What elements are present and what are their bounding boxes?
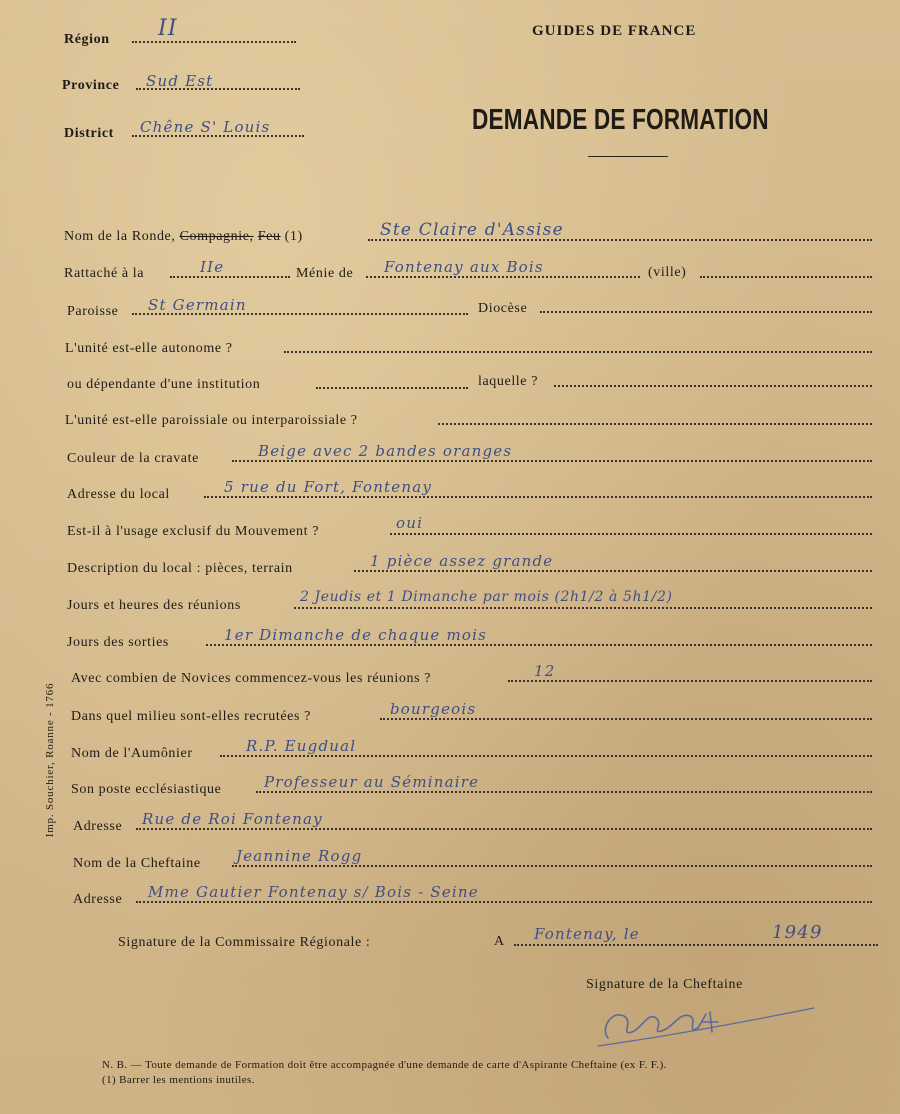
sig-commissaire-label: Signature de la Commissaire Régionale : — [118, 935, 371, 950]
cravate-value: Beige avec 2 bandes oranges — [258, 442, 513, 460]
org-name: GUIDES DE FRANCE — [532, 23, 697, 39]
exclusif-dots — [390, 533, 872, 535]
title-rule — [588, 156, 668, 157]
cheftaine-value: Jeannine Rogg — [236, 847, 363, 865]
adresse-local-dots — [204, 496, 872, 498]
aumonier-value: R.P. Eugdual — [246, 737, 357, 755]
adresse-local-value: 5 rue du Fort, Fontenay — [224, 478, 433, 496]
dependante-dots — [316, 387, 468, 389]
ville-label: (ville) — [648, 265, 687, 280]
year-value: 1949 — [772, 922, 823, 943]
sig-cheftaine-label: Signature de la Cheftaine — [586, 977, 743, 992]
paroissiale-label: L'unité est-elle paroissiale ou interparoissiale ? — [65, 413, 358, 428]
sorties-dots — [206, 644, 872, 646]
diocese-label: Diocèse — [478, 301, 528, 316]
adresse1-label: Adresse — [73, 819, 123, 834]
district-value: Chêne S' Louis — [140, 118, 271, 136]
dependante-label: ou dépendante d'une institution — [67, 377, 261, 392]
poste-dots — [256, 791, 872, 793]
adresse2-value: Mme Gautier Fontenay s/ Bois - Seine — [148, 883, 479, 901]
adresse2-dots — [136, 901, 872, 903]
province-label: Province — [62, 78, 120, 93]
adresse1-value: Rue de Roi Fontenay — [142, 810, 323, 828]
poste-label: Son poste ecclésiastique — [71, 782, 222, 797]
region-value: II — [158, 16, 178, 41]
adresse-local-label: Adresse du local — [67, 487, 170, 502]
a-value: Fontenay, le — [534, 925, 640, 943]
laquelle-dots — [554, 385, 872, 387]
autonome-label: L'unité est-elle autonome ? — [65, 341, 233, 356]
region-label: Région — [64, 32, 110, 47]
description-dots — [354, 570, 872, 572]
jours-dots — [294, 607, 872, 609]
description-label: Description du local : pièces, terrain — [67, 561, 293, 576]
poste-value: Professeur au Séminaire — [264, 773, 480, 791]
cravate-dots — [232, 460, 872, 462]
paroissiale-dots — [438, 423, 872, 425]
ville-dots — [700, 276, 872, 278]
province-value: Sud Est — [146, 72, 214, 90]
jours-label: Jours et heures des réunions — [67, 598, 241, 613]
printer-imprint: Imp. Souchier, Roanne - 1766 — [44, 682, 56, 838]
novices-label: Avec combien de Novices commencez-vous les réunions ? — [71, 671, 432, 686]
cheftaine-dots — [232, 865, 872, 867]
a-label: A — [494, 934, 505, 949]
diocese-dots — [540, 311, 872, 313]
laquelle-label: laquelle ? — [478, 374, 539, 389]
aumonier-label: Nom de l'Aumônier — [71, 746, 193, 761]
milieu-value: bourgeois — [390, 700, 477, 718]
milieu-label: Dans quel milieu sont-elles recrutées ? — [71, 709, 311, 724]
exclusif-value: oui — [396, 514, 424, 532]
rattache-label: Rattaché à la — [64, 266, 145, 281]
exclusif-label: Est-il à l'usage exclusif du Mouvement ? — [67, 524, 320, 539]
rattache-value: IIe — [200, 258, 225, 276]
paroisse-label: Paroisse — [67, 304, 119, 319]
sorties-label: Jours des sorties — [67, 635, 169, 650]
menie-dots — [366, 276, 640, 278]
nom-label: Nom de la Ronde, Compagnie, Feu (1) — [64, 229, 303, 244]
nb-note: N. B. — Toute demande de Formation doit être accompagnée d'une demande de carte d'Aspirante Cheftaine (ex F. F.). — [102, 1059, 667, 1071]
rattache-dots — [170, 276, 290, 278]
novices-dots — [508, 680, 872, 682]
autonome-dots — [284, 351, 872, 353]
adresse1-dots — [136, 828, 872, 830]
signature-scribble — [594, 998, 818, 1050]
district-label: District — [64, 126, 114, 141]
barrer-note: (1) Barrer les mentions inutiles. — [102, 1074, 255, 1086]
cravate-label: Couleur de la cravate — [67, 451, 199, 466]
page-title: DEMANDE DE FORMATION — [472, 104, 769, 136]
region-dots — [132, 41, 296, 43]
menie-label: Ménie de — [296, 266, 354, 281]
cheftaine-label: Nom de la Cheftaine — [73, 856, 201, 871]
description-value: 1 pièce assez grande — [370, 552, 554, 570]
novices-value: 12 — [534, 662, 556, 680]
a-dots — [514, 944, 878, 946]
aumonier-dots — [220, 755, 872, 757]
menie-value: Fontenay aux Bois — [384, 258, 544, 276]
jours-value: 2 Jeudis et 1 Dimanche par mois (2h1/2 à 5h1/2) — [300, 589, 673, 605]
adresse2-label: Adresse — [73, 892, 123, 907]
sorties-value: 1er Dimanche de chaque mois — [224, 626, 488, 644]
nom-value: Ste Claire d'Assise — [380, 220, 564, 240]
paroisse-value: St Germain — [148, 296, 247, 314]
milieu-dots — [380, 718, 872, 720]
